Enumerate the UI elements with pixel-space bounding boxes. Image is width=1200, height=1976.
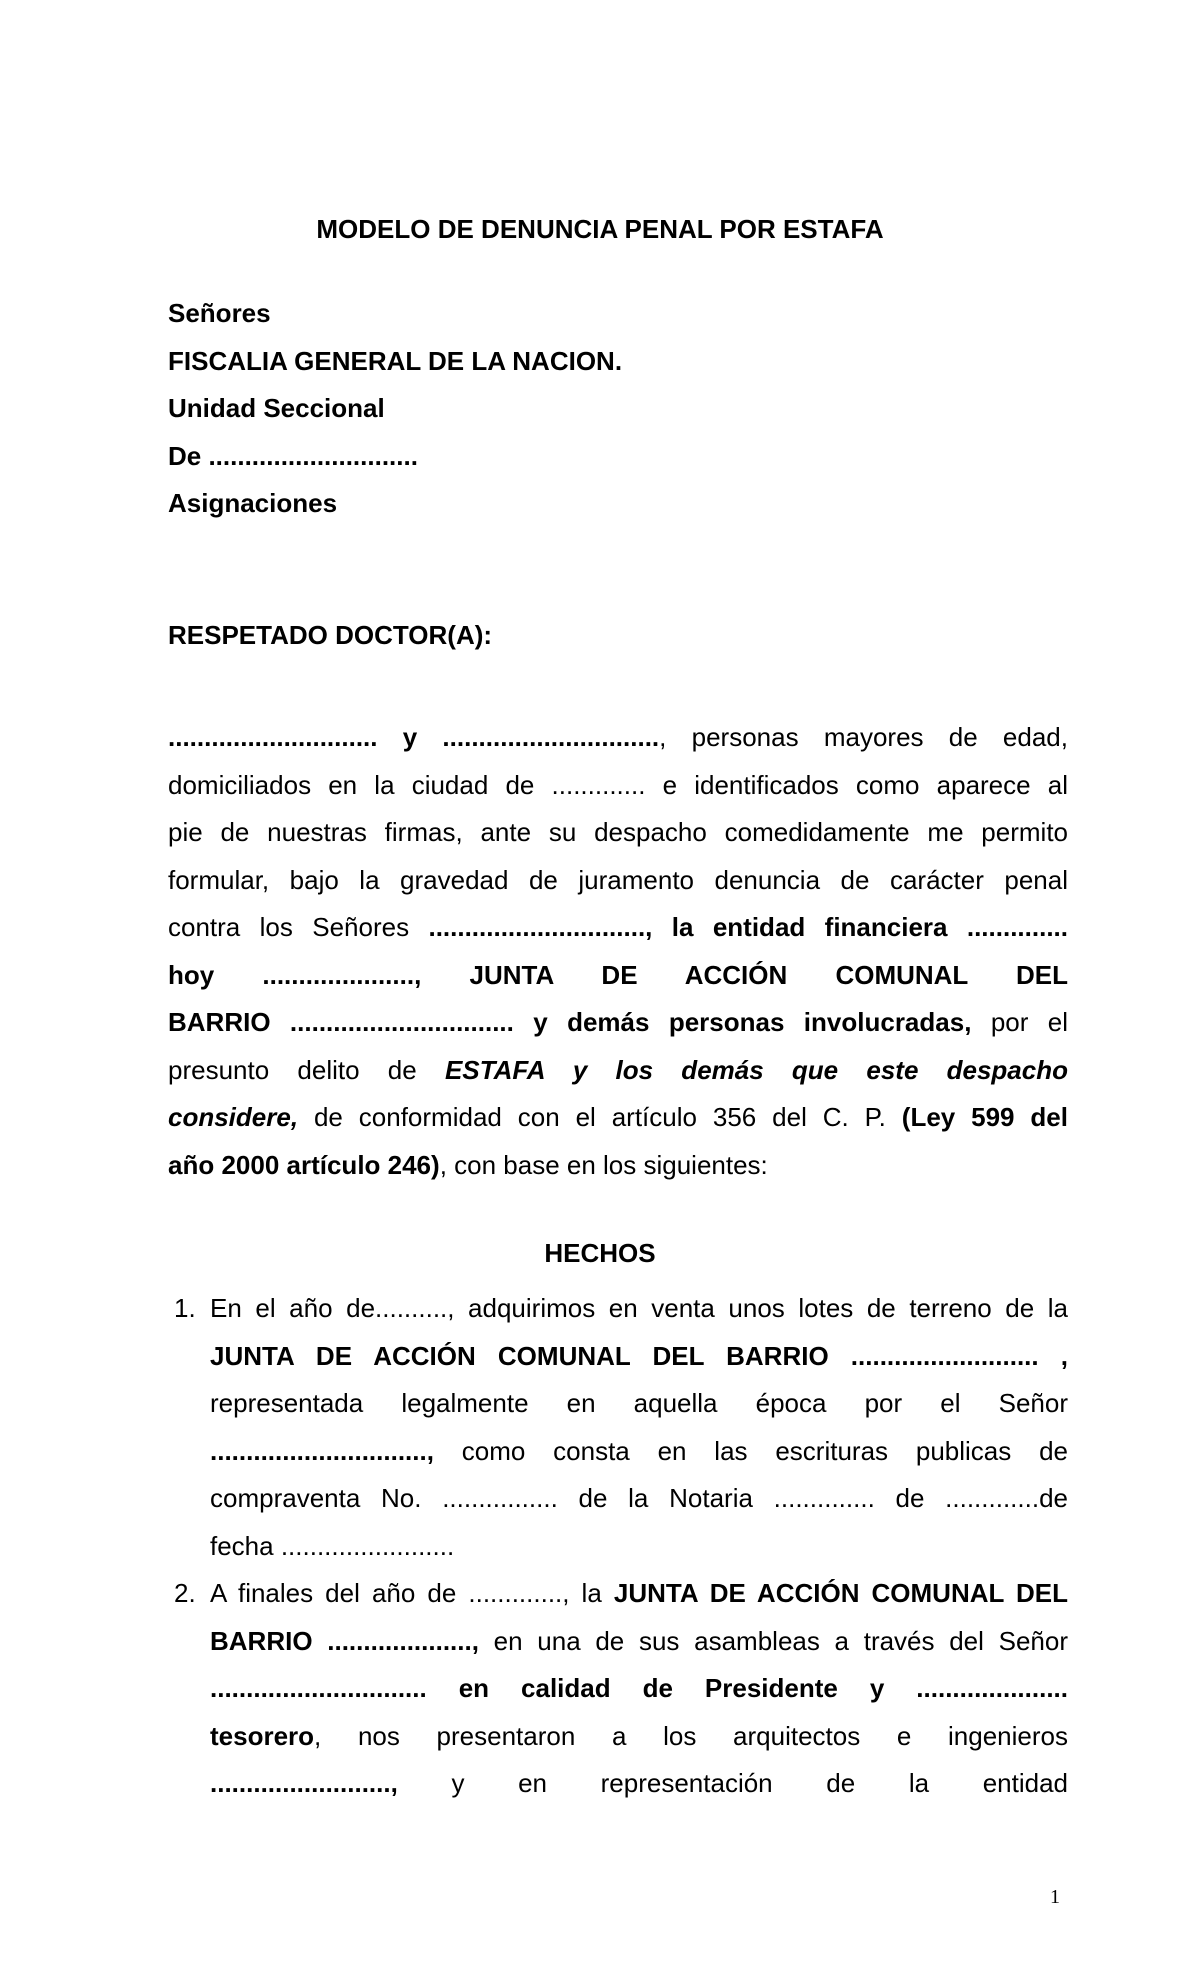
text-span: considere, (168, 1102, 299, 1132)
item-line: .............................. en calidad de Presidente y ..................... (210, 1673, 1068, 1703)
item-number: 2. (174, 1578, 196, 1608)
list-item (0, 1285, 1200, 1570)
text-span: .............................., la entidad financiera .............. (428, 912, 1068, 942)
paragraph-line: pie de nuestras firmas, ante su despacho comedidamente me permito (168, 817, 1068, 847)
text-span: de conformidad con el artículo 356 del C. P. (298, 1102, 902, 1132)
text-span: presunto delito de (168, 1054, 445, 1085)
text-span: JUNTA DE ACCIÓN COMUNAL DEL (613, 1578, 1068, 1608)
item-line (210, 1570, 1068, 1618)
text-span: ............................. y .............................. (168, 722, 660, 752)
list-item (0, 1570, 1200, 1808)
text-span: como consta en las escrituras publicas de (433, 1435, 1068, 1466)
item-line (210, 1428, 1068, 1476)
paragraph-line (168, 1047, 1068, 1095)
text-span: contra los Señores (168, 912, 429, 942)
addressee-line: Unidad Seccional (168, 393, 385, 423)
text-span: tesorero (210, 1720, 315, 1751)
paragraph-line: formular, bajo la gravedad de juramento denuncia de carácter penal (168, 864, 1068, 895)
paragraph-line (168, 1094, 1068, 1142)
item-line: representada legalmente en aquella época por el Señor (210, 1388, 1068, 1418)
text-span: por el (971, 1007, 1069, 1037)
item-line: JUNTA DE ACCIÓN COMUNAL DEL BARRIO .......................... , (210, 1340, 1068, 1371)
text-span: hoy ....................., (168, 959, 422, 990)
paragraph-line (168, 904, 1068, 952)
page-number: 1 (1050, 1886, 1060, 1908)
addressee-line: FISCALIA GENERAL DE LA NACION. (168, 345, 623, 376)
text-span: y en representación de la entidad (397, 1768, 1068, 1798)
text-span: A finales del año de ............., la (210, 1578, 614, 1608)
text-span: en una de sus asambleas a través del Señor (478, 1625, 1068, 1656)
text-span: , personas mayores de edad, (659, 722, 1068, 752)
item-line (210, 1713, 1068, 1761)
paragraph-line (168, 952, 1068, 1000)
text-span: , nos presentaron a los arquitectos e ingenieros (314, 1720, 1068, 1751)
item-line: compraventa No. ................ de la Notaria .............. de .............de (210, 1483, 1068, 1513)
item-line: En el año de.........., adquirimos en venta unos lotes de terreno de la (210, 1293, 1068, 1323)
item-number: 1. (174, 1293, 196, 1323)
section-heading: HECHOS (544, 1238, 656, 1268)
text-span: ESTAFA y los demás que este despacho (444, 1054, 1068, 1085)
document-title: MODELO DE DENUNCIA PENAL POR ESTAFA (316, 214, 884, 244)
item-line: fecha ........................ (210, 1530, 455, 1561)
text-span: .............................., (210, 1435, 434, 1466)
text-span: año 2000 artículo 246) (168, 1149, 440, 1180)
greeting: RESPETADO DOCTOR(A): (168, 620, 493, 650)
paragraph-line (168, 714, 1068, 762)
addressee-block (168, 290, 622, 528)
facts-list (0, 1285, 1200, 1808)
text-span: , con base en los siguientes: (439, 1149, 768, 1180)
paragraph-line: domiciliados en la ciudad de ............. e identificados como aparece al (168, 769, 1068, 800)
text-span: BARRIO ...................., (210, 1625, 479, 1656)
addressee-line: Asignaciones (168, 488, 338, 518)
text-span: BARRIO ............................... y demás personas involucradas, (168, 1007, 972, 1037)
text-span: ........................., (210, 1768, 398, 1798)
item-line (210, 1760, 1068, 1808)
intro-paragraph (168, 714, 1068, 1189)
text-span: (Ley 599 del (901, 1102, 1068, 1132)
addressee-line: De ............................. (168, 440, 418, 471)
addressee-line: Señores (168, 298, 271, 328)
text-span: JUNTA DE ACCIÓN COMUNAL DEL (469, 959, 1069, 990)
paragraph-line (168, 1142, 1068, 1190)
paragraph-line (168, 999, 1068, 1047)
item-line (210, 1618, 1068, 1666)
